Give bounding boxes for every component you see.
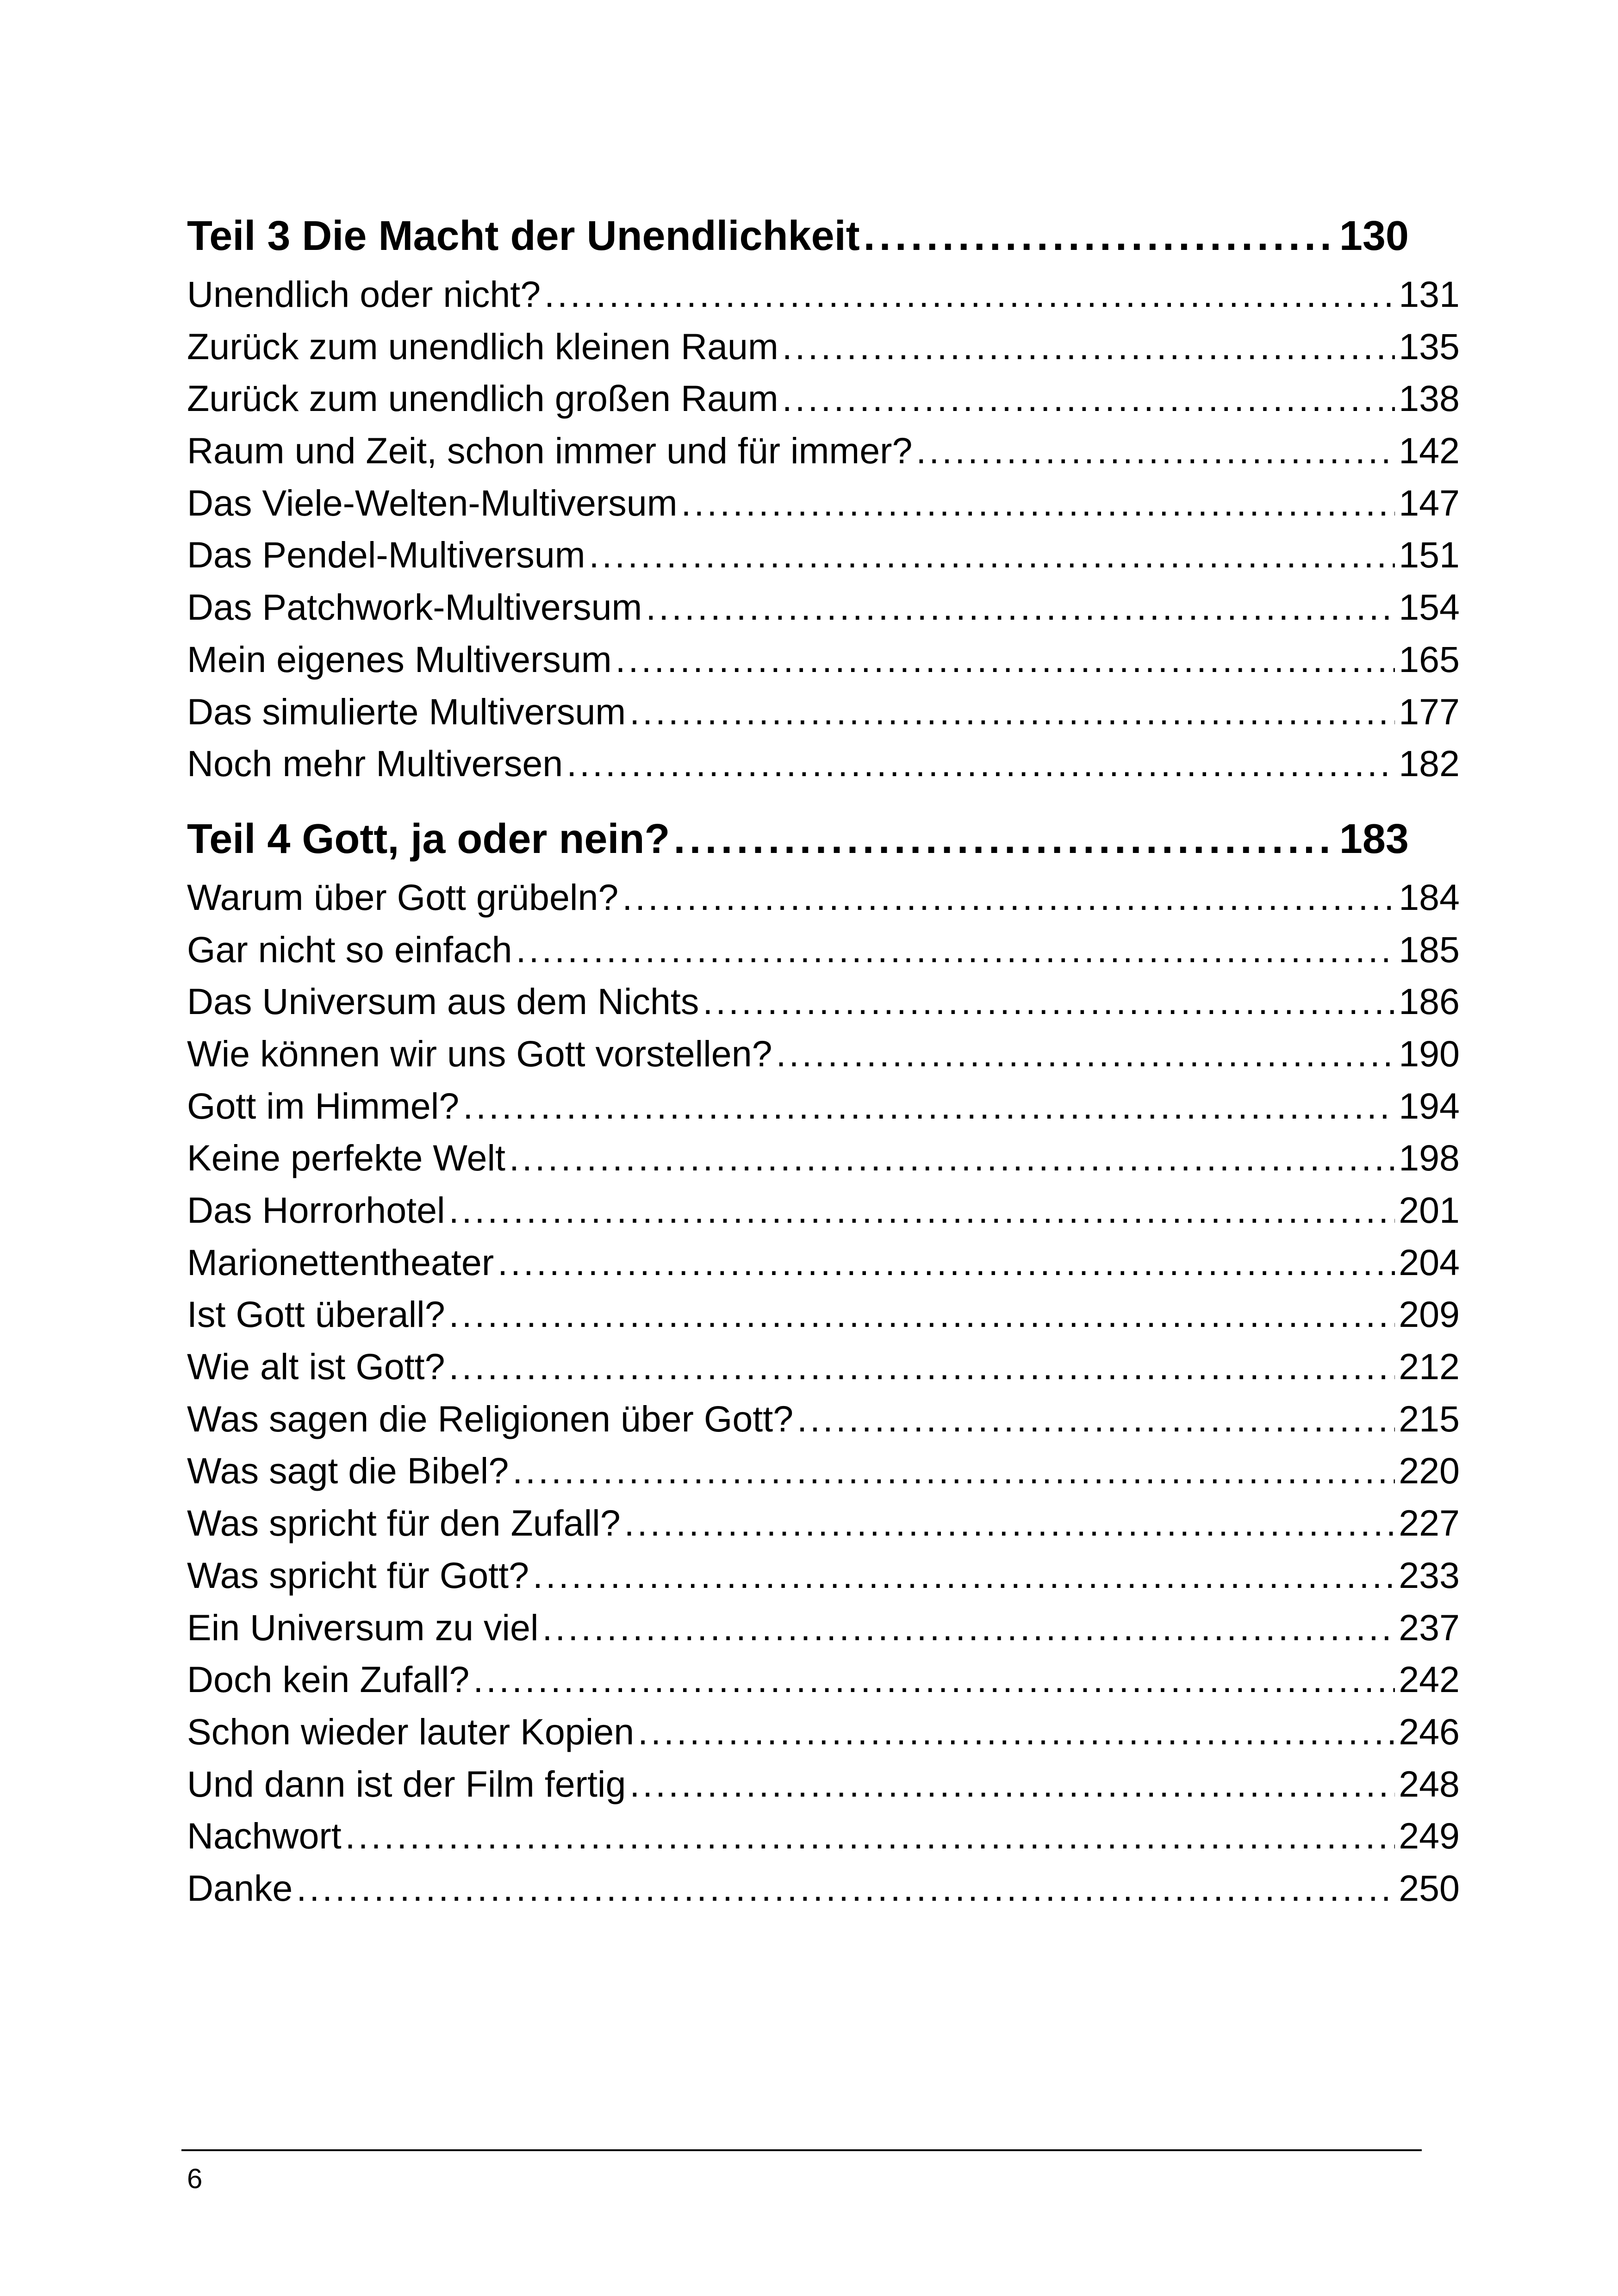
entry-page-number: 151	[1399, 534, 1460, 576]
entry-page-number: 212	[1399, 1346, 1460, 1388]
toc-section-teil-4	[187, 807, 1460, 1915]
section-page-number: 130	[1339, 213, 1409, 259]
dot-leader	[449, 1288, 1395, 1341]
table-of-contents	[187, 204, 1460, 1931]
dot-leader	[449, 1341, 1395, 1393]
entry-title: Gar nicht so einfach	[187, 928, 512, 970]
entry-page-number: 250	[1399, 1867, 1460, 1909]
toc-entry	[187, 1862, 1460, 1915]
entry-page-number: 184	[1399, 876, 1460, 918]
entry-page-number: 194	[1399, 1085, 1460, 1126]
dot-leader	[498, 1237, 1395, 1289]
entry-title: Wie alt ist Gott?	[187, 1346, 445, 1388]
toc-entry	[187, 425, 1460, 477]
toc-entry	[187, 1549, 1460, 1602]
entry-title: Das Patchwork-Multiversum	[187, 586, 642, 628]
dot-leader	[566, 738, 1395, 790]
entry-page-number: 198	[1399, 1137, 1460, 1179]
toc-entry	[187, 1497, 1460, 1549]
dot-leader	[616, 634, 1395, 686]
entry-title: Warum über Gott grübeln?	[187, 876, 619, 918]
dot-leader	[589, 529, 1395, 581]
toc-entry	[187, 477, 1460, 529]
dot-leader	[516, 924, 1395, 976]
entry-title: Ein Universum zu viel	[187, 1606, 539, 1648]
dot-leader	[864, 204, 1336, 268]
dot-leader	[509, 1132, 1395, 1184]
toc-entry	[187, 268, 1460, 321]
entry-title: Mein eigenes Multiversum	[187, 638, 612, 680]
dot-leader	[544, 268, 1395, 321]
toc-entry	[187, 1393, 1460, 1445]
entry-page-number: 135	[1399, 325, 1460, 367]
toc-entry	[187, 1602, 1460, 1654]
entry-page-number: 209	[1399, 1294, 1460, 1335]
entry-page-number: 165	[1399, 638, 1460, 680]
entry-title: Was sagt die Bibel?	[187, 1450, 509, 1492]
entry-page-number: 147	[1399, 482, 1460, 523]
entry-page-number: 138	[1399, 378, 1460, 419]
toc-entry	[187, 1288, 1460, 1341]
entry-title: Zurück zum unendlich großen Raum	[187, 378, 778, 419]
entry-page-number: 185	[1399, 928, 1460, 970]
entry-page-number: 246	[1399, 1711, 1460, 1752]
dot-leader	[673, 807, 1335, 871]
footer-rule	[181, 2149, 1422, 2151]
entry-title: Was spricht für den Zufall?	[187, 1502, 621, 1544]
entry-title: Schon wieder lauter Kopien	[187, 1711, 635, 1752]
dot-leader	[345, 1810, 1395, 1862]
entry-page-number: 215	[1399, 1398, 1460, 1439]
entry-title: Das simulierte Multiversum	[187, 691, 626, 732]
entry-title: Nachwort	[187, 1815, 342, 1857]
section-page-number: 183	[1339, 815, 1409, 862]
dot-leader	[916, 425, 1395, 477]
entry-title: Zurück zum unendlich kleinen Raum	[187, 325, 778, 367]
entry-page-number: 131	[1399, 274, 1460, 315]
toc-entry	[187, 924, 1460, 976]
toc-entry	[187, 1445, 1460, 1497]
dot-leader	[797, 1393, 1395, 1445]
entry-title: Raum und Zeit, schon immer und für immer?	[187, 430, 913, 472]
entry-title: Noch mehr Multiversen	[187, 743, 563, 784]
toc-entry	[187, 1706, 1460, 1758]
toc-section-heading	[187, 204, 1409, 268]
toc-entry	[187, 1184, 1460, 1237]
dot-leader	[622, 871, 1395, 924]
entry-title: Unendlich oder nicht?	[187, 274, 541, 315]
dot-leader	[782, 321, 1395, 373]
toc-entry	[187, 686, 1460, 738]
entry-title: Wie können wir uns Gott vorstellen?	[187, 1033, 772, 1074]
entry-page-number: 249	[1399, 1815, 1460, 1857]
dot-leader	[463, 1080, 1395, 1132]
entry-page-number: 142	[1399, 430, 1460, 472]
entry-title: Das Horrorhotel	[187, 1189, 445, 1231]
toc-entry	[187, 581, 1460, 634]
toc-entry	[187, 976, 1460, 1028]
section-title: Teil 4 Gott, ja oder nein?	[187, 815, 670, 862]
entry-title: Das Viele-Welten-Multiversum	[187, 482, 678, 523]
toc-entry	[187, 1028, 1460, 1080]
entry-page-number: 182	[1399, 743, 1460, 784]
dot-leader	[776, 1028, 1395, 1080]
entry-page-number: 190	[1399, 1033, 1460, 1074]
dot-leader	[629, 1758, 1395, 1811]
dot-leader	[638, 1706, 1395, 1758]
entry-title: Danke	[187, 1867, 293, 1909]
toc-section-heading	[187, 807, 1409, 871]
dot-leader	[512, 1445, 1395, 1497]
entry-title: Das Pendel-Multiversum	[187, 534, 585, 576]
toc-entry	[187, 1237, 1460, 1289]
dot-leader	[533, 1549, 1395, 1602]
entry-page-number: 177	[1399, 691, 1460, 732]
toc-entry	[187, 1132, 1460, 1184]
toc-entry	[187, 1341, 1460, 1393]
toc-entry	[187, 634, 1460, 686]
dot-leader	[449, 1184, 1395, 1237]
toc-entry	[187, 529, 1460, 581]
entry-title: Gott im Himmel?	[187, 1085, 460, 1126]
dot-leader	[703, 976, 1395, 1028]
entry-title: Marionettentheater	[187, 1241, 494, 1283]
entry-title: Was sagen die Religionen über Gott?	[187, 1398, 794, 1439]
entry-title: Das Universum aus dem Nichts	[187, 981, 699, 1022]
entry-page-number: 237	[1399, 1606, 1460, 1648]
entry-title: Und dann ist der Film fertig	[187, 1763, 626, 1804]
entry-title: Keine perfekte Welt	[187, 1137, 505, 1179]
toc-entry	[187, 1654, 1460, 1706]
entry-page-number: 248	[1399, 1763, 1460, 1804]
entry-page-number: 186	[1399, 981, 1460, 1022]
entry-title: Was spricht für Gott?	[187, 1554, 529, 1596]
entry-page-number: 201	[1399, 1189, 1460, 1231]
entry-page-number: 227	[1399, 1502, 1460, 1544]
dot-leader	[782, 373, 1395, 425]
page-number: 6	[187, 2163, 203, 2194]
entry-page-number: 233	[1399, 1554, 1460, 1596]
entry-page-number: 154	[1399, 586, 1460, 628]
toc-section-teil-3	[187, 204, 1460, 790]
section-title: Teil 3 Die Macht der Unendlichkeit	[187, 213, 860, 259]
dot-leader	[624, 1497, 1395, 1549]
dot-leader	[296, 1862, 1395, 1915]
toc-entry	[187, 1810, 1460, 1862]
toc-entry	[187, 871, 1460, 924]
toc-entry	[187, 373, 1460, 425]
entry-page-number: 242	[1399, 1659, 1460, 1700]
entry-page-number: 220	[1399, 1450, 1460, 1492]
dot-leader	[646, 581, 1395, 634]
dot-leader	[629, 686, 1395, 738]
dot-leader	[681, 477, 1395, 529]
toc-entry	[187, 1758, 1460, 1811]
entry-title: Ist Gott überall?	[187, 1294, 445, 1335]
dot-leader	[542, 1602, 1395, 1654]
toc-entry	[187, 1080, 1460, 1132]
entry-title: Doch kein Zufall?	[187, 1659, 470, 1700]
toc-entry	[187, 321, 1460, 373]
entry-page-number: 204	[1399, 1241, 1460, 1283]
dot-leader	[473, 1654, 1395, 1706]
toc-entry	[187, 738, 1460, 790]
